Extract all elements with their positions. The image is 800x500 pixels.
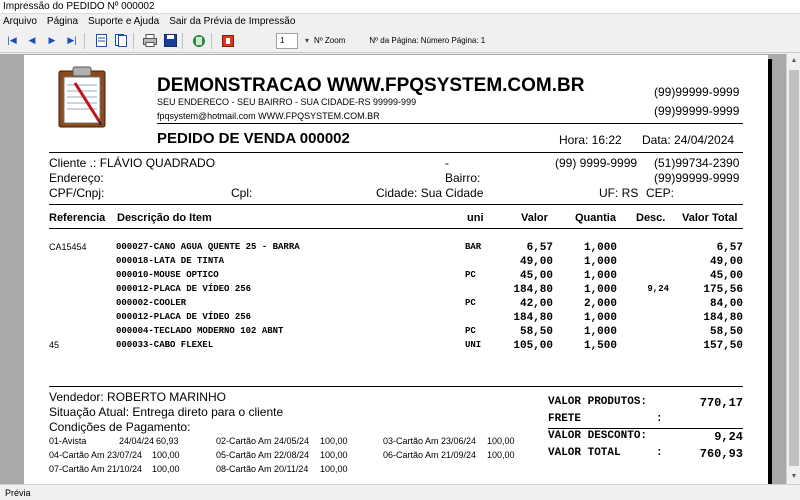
col-descricao: Descrição do Item (117, 212, 212, 224)
item-total: 157,50 (703, 340, 743, 352)
item-total: 184,80 (703, 312, 743, 324)
total-products-value: 770,17 (699, 396, 743, 410)
chevron-down-icon[interactable]: ▾ (304, 35, 309, 45)
grand-total-value: 760,93 (699, 447, 743, 461)
client-phone-3: (99)99999-9999 (654, 171, 740, 185)
item-qtd: 2,000 (583, 298, 617, 310)
item-uni: PC (465, 298, 476, 308)
payment-amount: 100,00 (320, 464, 348, 474)
company-address: SEU ENDERECO - SEU BAIRRO - SUA CIDADE-RS 99999-999 (157, 97, 417, 107)
item-desconto: 9,24 (647, 284, 669, 294)
item-valor: 184,80 (513, 284, 553, 296)
company-name: DEMONSTRACAO WWW.FPQSYSTEM.COM.BR (157, 75, 585, 96)
divider (49, 228, 743, 229)
item-valor: 49,00 (519, 256, 553, 268)
total-discount-label: VALOR DESCONTO: (548, 430, 648, 442)
two-pages-icon[interactable] (113, 33, 129, 49)
item-qtd: 1,500 (583, 340, 617, 352)
client-address: Endereço: (49, 171, 104, 185)
item-desc: 000027-CANO AGUA QUENTE 25 - BARRA (116, 242, 300, 252)
payment-conditions: Condições de Pagamento: (49, 420, 191, 434)
item-desc: 000012-PLACA DE VÍDEO 256 (116, 284, 252, 294)
toolbar-separator (133, 33, 134, 49)
toolbar (0, 29, 800, 53)
grand-total-label: VALOR TOTAL (548, 447, 621, 459)
item-total: 45,00 (709, 270, 743, 282)
payment-desc: 08-Cartão Am 20/11/24 (216, 464, 309, 474)
item-valor: 105,00 (513, 340, 553, 352)
divider (157, 123, 743, 124)
zoom-select[interactable] (276, 33, 309, 49)
order-title: PEDIDO DE VENDA 000002 (157, 130, 350, 147)
col-referencia: Referencia (49, 212, 106, 224)
client-uf: UF: RS (599, 186, 639, 200)
page-number-label: Nº da Página: Número Página: 1 (369, 36, 486, 45)
payment-amount: 100,00 (320, 450, 348, 460)
item-uni: BAR (465, 242, 482, 252)
company-phone-2: (99)99999-9999 (654, 104, 740, 118)
col-valor: Valor (521, 212, 548, 224)
payment-desc: 06-Cartão Am 21/09/24 (383, 450, 477, 460)
clipboard-logo-icon (57, 65, 111, 129)
payment-desc: 01-Avista (49, 436, 87, 446)
print-icon[interactable] (142, 33, 158, 49)
next-page-icon[interactable]: ▶ (48, 35, 56, 45)
scroll-down-icon[interactable]: ▼ (790, 473, 798, 480)
item-valor: 184,80 (513, 312, 553, 324)
menu-bar (0, 14, 800, 29)
item-desc: 000018-LATA DE TINTA (116, 256, 225, 266)
item-total: 175,56 (703, 284, 743, 296)
company-phone-1: (99)99999-9999 (654, 85, 740, 99)
zoom-value: 1 (280, 35, 285, 45)
payment-amount: 100,00 (152, 464, 180, 474)
export-icon[interactable] (191, 33, 207, 49)
client-dash: - (445, 156, 449, 170)
payment-amount: 100,00 (152, 450, 180, 460)
divider (49, 386, 743, 387)
item-total: 49,00 (709, 256, 743, 268)
item-ref: 45 (49, 340, 60, 350)
payment-amount: 60,93 (156, 436, 179, 446)
scroll-up-icon[interactable]: ▲ (790, 57, 798, 64)
item-ref: CA15454 (49, 242, 87, 252)
toolbar-separator (211, 33, 212, 49)
page-icon[interactable] (93, 33, 109, 49)
company-contacts: fpqsystem@hotmail.com WWW.FPQSYSTEM.COM.BR (157, 111, 380, 121)
freight-colon: : (656, 413, 663, 425)
item-uni: UNI (465, 340, 482, 350)
item-valor: 6,57 (526, 242, 553, 254)
payment-desc: 04-Cartão Am 23/07/24 (49, 450, 143, 460)
col-quantia: Quantia (575, 212, 616, 224)
item-desc: 000004-TECLADO MODERNO 102 ABNT (116, 326, 284, 336)
item-desc: 000012-PLACA DE VÍDEO 256 (116, 312, 252, 322)
payment-amount: 100,00 (487, 450, 515, 460)
col-desconto: Desc. (636, 212, 666, 224)
item-qtd: 1,000 (583, 256, 617, 268)
scroll-thumb[interactable] (789, 70, 799, 466)
total-products-label: VALOR PRODUTOS: (548, 396, 648, 408)
client-phone-1: (99) 9999-9999 (555, 156, 638, 170)
payment-amount: 100,00 (320, 436, 348, 446)
item-qtd: 1,000 (583, 312, 617, 324)
client-cep: CEP: (646, 186, 675, 200)
status-bar: Prévia (0, 484, 800, 500)
menu-pagina[interactable]: Página (46, 16, 79, 27)
item-valor: 42,00 (519, 298, 553, 310)
divider (49, 204, 743, 205)
prev-page-icon[interactable]: ◀ (28, 35, 36, 45)
menu-arquivo[interactable]: Arquivo (3, 16, 37, 27)
payment-desc: 07-Cartão Am 21/10/24 (49, 464, 143, 474)
order-time: Hora: 16:22 (559, 133, 622, 147)
item-qtd: 1,000 (583, 284, 617, 296)
save-icon[interactable] (162, 33, 178, 49)
item-total: 6,57 (716, 242, 743, 254)
client-name: Cliente .: FLÁVIO QUADRADO (49, 156, 216, 170)
menu-sair[interactable]: Sair da Prévia de Impressão (169, 16, 296, 27)
divider (548, 428, 743, 429)
item-desc: 000002-COOLER (116, 298, 187, 308)
grand-total-colon: : (656, 447, 663, 459)
item-qtd: 1,000 (583, 270, 617, 282)
toolbar-separator (84, 33, 85, 49)
close-preview-icon[interactable] (220, 33, 236, 49)
divider (49, 152, 743, 153)
item-uni: PC (465, 326, 476, 336)
col-uni: uni (467, 212, 484, 224)
total-discount-value: 9,24 (714, 430, 743, 444)
payment-amount: 100,00 (487, 436, 515, 446)
item-desc: 000033-CABO FLEXEL (116, 340, 214, 350)
item-uni: PC (465, 270, 476, 280)
order-date: Data: 24/04/2024 (642, 133, 735, 147)
item-total: 58,50 (709, 326, 743, 338)
item-desc: 000010-MOUSE OPTICO (116, 270, 219, 280)
preview-area[interactable] (0, 54, 786, 484)
last-page-icon[interactable]: ▶| (67, 35, 77, 45)
client-city: Cidade: Sua Cidade (376, 186, 484, 200)
report-page (24, 55, 768, 484)
client-phone-2: (51)99734-2390 (654, 156, 740, 170)
payment-desc: 03-Cartão Am 23/06/24 (383, 436, 477, 446)
menu-suporte[interactable]: Suporte e Ajuda (88, 16, 160, 27)
payment-date: 24/04/24 (119, 436, 155, 446)
col-valor-total: Valor Total (682, 212, 738, 224)
item-total: 84,00 (709, 298, 743, 310)
client-cpl: Cpl: (231, 186, 253, 200)
payment-desc: 02-Cartão Am 24/05/24 (216, 436, 310, 446)
seller: Vendedor: ROBERTO MARINHO (49, 390, 226, 404)
client-cpf: CPF/Cnpj: (49, 186, 105, 200)
first-page-icon[interactable]: |◀ (7, 35, 17, 45)
window-title: Impressão do PEDIDO Nº 000002 (0, 0, 800, 14)
freight-label: FRETE (548, 413, 582, 425)
item-valor: 58,50 (519, 326, 553, 338)
toolbar-separator (182, 33, 183, 49)
client-bairro: Bairro: (445, 171, 481, 185)
payment-desc: 05-Cartão Am 22/08/24 (216, 450, 310, 460)
item-valor: 45,00 (519, 270, 553, 282)
item-qtd: 1,000 (583, 326, 617, 338)
zoom-label: Nº Zoom (314, 36, 346, 45)
vertical-scrollbar[interactable] (786, 54, 800, 484)
item-qtd: 1,000 (583, 242, 617, 254)
order-status: Situação Atual: Entrega direto para o cliente (49, 405, 284, 419)
